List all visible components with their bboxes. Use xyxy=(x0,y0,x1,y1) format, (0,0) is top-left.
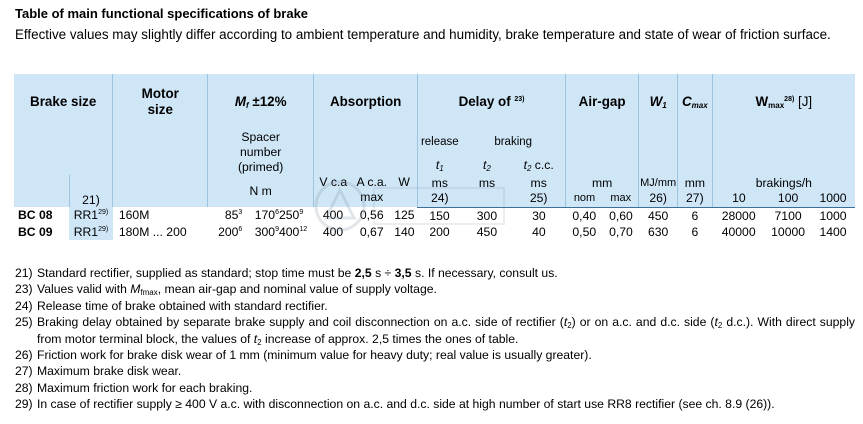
release-label: release xyxy=(418,130,462,155)
ref-21: 21) xyxy=(69,175,113,207)
b10-cell: 28000 xyxy=(712,207,765,224)
footnote xyxy=(15,298,855,314)
footnote xyxy=(15,265,855,281)
col-motor-size: Motor size xyxy=(113,74,208,130)
b100-cell: 7100 xyxy=(765,207,811,224)
bh-100: 100 xyxy=(765,190,811,207)
ref-27: 27) xyxy=(678,190,713,207)
cmax-unit: mm xyxy=(678,175,713,190)
nm-unit: N m xyxy=(208,175,314,207)
footnote-text: Standard rectifier, supplied as standard; stop time must be 2,5 s ÷ 3,5 s. If necessary, consult us. xyxy=(37,266,558,280)
t2cc-label: $t_2$ c.c. xyxy=(523,157,554,173)
rectifier-cell: RR1$^{29)}$ xyxy=(69,224,113,240)
ref-25: 25) xyxy=(512,190,565,207)
t1-cell: 150 xyxy=(418,207,462,224)
col-mf: $M_f \pm 12\%$ xyxy=(208,74,314,130)
airgap-max: max xyxy=(603,190,639,207)
w1-cell: 630 xyxy=(639,224,678,240)
brake-size-cell: BC 09 xyxy=(14,224,69,240)
bh-1000: 1000 xyxy=(811,190,855,207)
footnote-text: Release time of brake obtained with standard rectifier. xyxy=(37,298,328,313)
airgap-mm: mm xyxy=(565,175,638,190)
t2cc-cell: 40 xyxy=(512,224,565,240)
brake-size-cell: BC 08 xyxy=(14,207,69,224)
motor-size-cell: 180M ... 200 xyxy=(113,224,208,240)
page-title: Table of main functional specifications of brake xyxy=(15,6,309,21)
mf-cell: $400^{12}$ xyxy=(279,224,314,240)
current-cell: 0,56 xyxy=(352,207,391,224)
footnote-text: Values valid with $M_{fmax}$, mean air-gap and nominal value of supply voltage. xyxy=(37,282,437,298)
footnote-number: 26) xyxy=(15,348,33,363)
current-cell: 0,67 xyxy=(352,224,391,240)
footnote xyxy=(15,396,855,412)
mf-cell: $85^3$ xyxy=(208,207,243,224)
airgap-max-cell: 0,70 xyxy=(603,224,639,240)
intro-text: Effective values may slightly differ according to ambient temperature and humidity, brake temperature and state of wear of friction surface. xyxy=(15,27,831,42)
b100-cell: 10000 xyxy=(765,224,811,240)
t2-cell: 450 xyxy=(461,224,512,240)
airgap-nom-cell: 0,40 xyxy=(565,207,603,224)
vca-unit: V c.a xyxy=(314,175,353,207)
t2cc-ms: ms xyxy=(530,175,547,190)
spec-table xyxy=(14,74,855,240)
airgap-nom-cell: 0,50 xyxy=(565,224,603,240)
cmax-cell: 6 xyxy=(678,207,713,224)
motor-size-cell: 160M xyxy=(113,207,208,224)
bh-10: 10 xyxy=(712,190,765,207)
col-delay: Delay of $^{23)}$ xyxy=(418,74,566,130)
ref-26: 26) xyxy=(639,190,678,207)
footnote xyxy=(15,281,855,297)
footnote-text: Friction work for brake disk wear of 1 mm (minimum value for heavy duty; real value is usually greater). xyxy=(37,348,592,363)
footnote xyxy=(15,363,855,379)
airgap-max-cell: 0,60 xyxy=(603,207,639,224)
footnote xyxy=(15,380,855,396)
voltage-cell: 400 xyxy=(314,207,353,224)
col-cmax: $C_{max}$ xyxy=(678,74,713,130)
rectifier-cell: RR1$^{29)}$ xyxy=(69,207,113,224)
footnote-number: 28) xyxy=(15,380,33,395)
col-airgap: Air-gap xyxy=(565,74,638,130)
footnote-text: Braking delay obtained by separate brake supply and coil disconnection on a.c. side of rectifier $(t_2)$ or on a.c. and d.c. side ($t_2$ d.c.). With direct supply from motor terminal block, the values of $t_2$ increase of approx. 2,5 times the ones of table. xyxy=(37,315,855,347)
footnote xyxy=(15,347,855,363)
mf-cell: $250^9$ xyxy=(279,207,314,224)
w-unit: W xyxy=(398,175,410,189)
footnote-text: In case of rectifier supply ≥ 400 V a.c. with disconnection on a.c. and d.c. side at high number of start use RR8 rectifier (see ch. 8.9 (26)). xyxy=(37,397,775,412)
spacer-label: Spacer number (primed) xyxy=(208,130,314,175)
ref-24: 24) xyxy=(418,190,462,207)
voltage-cell: 400 xyxy=(314,224,353,240)
footnote-text: Maximum friction work for each braking. xyxy=(37,380,253,395)
t1-ms: ms xyxy=(418,175,462,190)
table-row xyxy=(14,224,855,240)
b1000-cell: 1400 xyxy=(811,224,855,240)
mf-cell: $300^9$ xyxy=(242,224,279,240)
b10-cell: 40000 xyxy=(712,224,765,240)
col-wmax: $W_{max}^{28)}$ [J] xyxy=(712,74,855,130)
t1-label: $t_1$ xyxy=(418,155,462,175)
col-w1: $W_1$ xyxy=(639,74,678,130)
footnote-text: Maximum brake disk wear. xyxy=(37,364,182,379)
cmax-cell: 6 xyxy=(678,224,713,240)
col-brake-size: Brake size xyxy=(30,94,97,109)
aca-unit: A c.a. max xyxy=(356,175,387,204)
footnote-number: 21) xyxy=(15,266,33,280)
footnote xyxy=(15,314,855,347)
power-cell: 125 xyxy=(391,207,418,224)
col-absorption: Absorption xyxy=(314,74,418,130)
footnote-number: 27) xyxy=(15,364,33,379)
table-row xyxy=(14,207,855,224)
w1-unit: MJ/mm xyxy=(640,176,677,189)
t2-cell: 300 xyxy=(461,207,512,224)
footnote-number: 24) xyxy=(15,298,33,313)
mf-cell: $170^6$ xyxy=(242,207,279,224)
power-cell: 140 xyxy=(391,224,418,240)
t1-cell: 200 xyxy=(418,224,462,240)
b1000-cell: 1000 xyxy=(811,207,855,224)
t2-label: $t_2$ xyxy=(483,157,491,173)
braking-label: braking xyxy=(494,136,533,149)
mf-cell: $200^6$ xyxy=(208,224,243,240)
footnotes xyxy=(15,265,855,413)
brakings-per-hour: brakings/h xyxy=(712,175,855,190)
airgap-nom: nom xyxy=(565,190,603,207)
footnote-number: 25) xyxy=(15,315,33,330)
footnote-number: 23) xyxy=(15,282,33,297)
w1-cell: 450 xyxy=(639,207,678,224)
t2-ms: ms xyxy=(478,175,496,190)
t2cc-cell: 30 xyxy=(512,207,565,224)
footnote-number: 29) xyxy=(15,397,33,412)
